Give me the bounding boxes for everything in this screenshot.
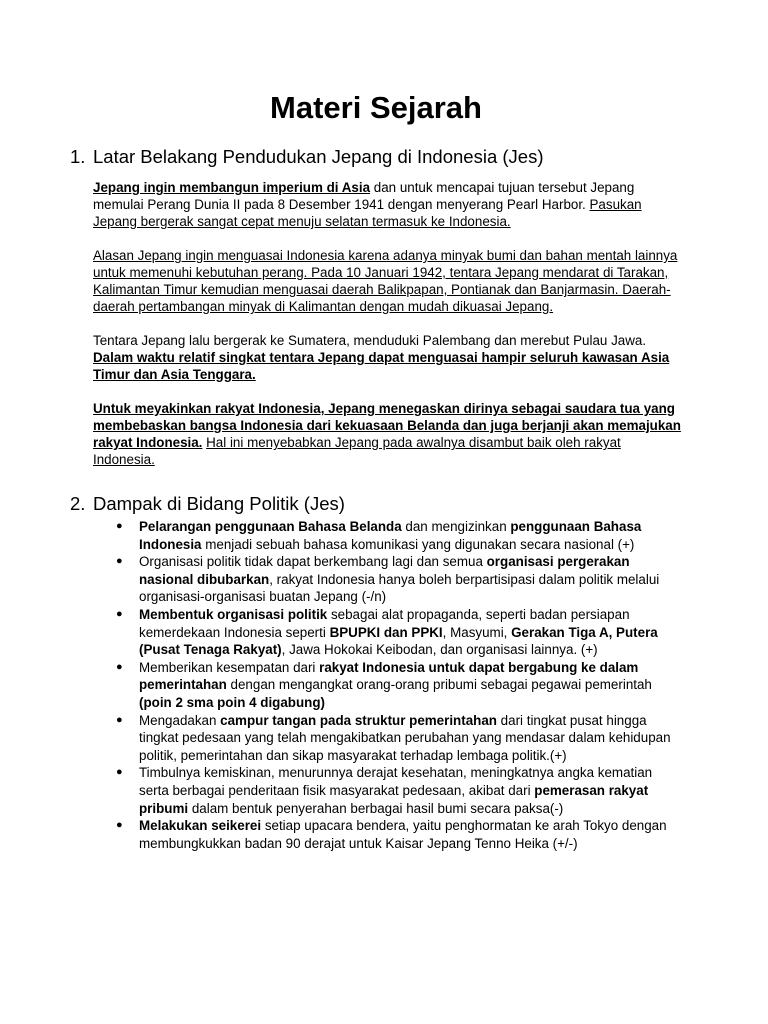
text-run: BPUPKI dan PPKI	[329, 624, 443, 640]
bullet-item-text	[139, 554, 659, 604]
text-run: dengan mengangkat orang-orang pribumi sebagai pegawai pemerintah	[226, 677, 652, 693]
text-run: Gerakan Tiga A, Putera (Pusat Tenaga Rakyat)	[139, 624, 658, 658]
text-run: organisasi pergerakan nasional dibubarkan	[139, 554, 630, 587]
text-run: Alasan Jepang ingin menguasai Indonesia karena adanya minyak bumi dan bahan mentah lainnya untuk memenuhi kebutuhan perang. Pada 10 Januari 1942, tentara Jepang mendarat di Tarakan, Kalimantan Timur kemudian menguasai daerah Balikpapan, Pontianak dan Banjarmasin. Daerah-daerah pertambangan minyak di Kalimantan dengan mudah dikuasai Jepang.	[93, 248, 678, 314]
text-run: Hal ini menyebabkan Jepang pada awalnya disambut baik oleh rakyat Indonesia.	[93, 435, 621, 467]
text-run: dari tingkat pusat hingga tingkat pedesaan yang telah mengakibatkan perubahan yang mendasar dalam kehidupan politik, pemerintahan dan sikap masyarakat terhadap lembaga politik.(+)	[139, 712, 671, 763]
text-run: Untuk meyakinkan rakyat Indonesia, Jepang menegaskan dirinya sebagai saudara tua yang membebaskan bangsa Indonesia dari kekuasaan Belanda dan juga berjanji akan memajukan rakyat Indonesia.	[93, 401, 681, 450]
text-run: (poin 2 sma poin 4 digabung)	[139, 694, 325, 710]
section-2-heading-text: Dampak di Bidang Politik (Jes)	[93, 493, 345, 514]
text-run: setiap upacara bendera, yaitu penghormatan ke arah Tokyo dengan membungkukkan badan 90 derajat untuk Kaisar Jepang Tenno Heika (+/-)	[139, 818, 667, 851]
text-run: Tentara Jepang lalu bergerak ke Sumatera, menduduki Palembang dan merebut Pulau Jawa.	[93, 333, 647, 348]
text-run: Dalam waktu relatif singkat tentara Jepang dapat menguasai hampir seluruh kawasan Asia Timur dan Asia Tenggara.	[93, 350, 670, 382]
bullet-item	[70, 712, 682, 765]
text-run: , rakyat Indonesia hanya boleh berpartisipasi dalam politik melalui organisasi-organisasi buatan Jepang (-/n)	[139, 571, 660, 605]
bullet-item-text	[139, 818, 667, 851]
bullet-icon: ●	[116, 555, 123, 568]
bullet-icon: ●	[116, 819, 123, 832]
section-1-paragraph	[93, 400, 682, 468]
section-2-bullet-list	[70, 518, 682, 852]
section-1-paragraph	[93, 332, 682, 383]
bullet-icon: ●	[116, 766, 123, 779]
bullet-item-text	[139, 607, 658, 657]
bullet-item-text	[139, 519, 641, 552]
text-run: campur tangan pada struktur pemerintahan	[220, 712, 497, 728]
bullet-icon: ●	[116, 713, 123, 726]
text-run: Memberikan kesempatan dari	[139, 659, 320, 675]
bullet-item	[70, 518, 682, 553]
text-run: Timbulnya kemiskinan, menurunnya derajat kesehatan, meningkatnya angka kematian serta berbagai penderitaan fisik masyarakat pedesaan, akibat dari	[139, 765, 653, 798]
text-run: dan mengizinkan	[401, 519, 511, 534]
bullet-item-text	[139, 660, 652, 710]
text-run: Pasukan Jepang bergerak sangat cepat menuju selatan termasuk ke Indonesia.	[93, 197, 642, 229]
text-run: sebagai alat propaganda, seperti badan persiapan kemerdekaan Indonesia seperti	[139, 606, 630, 640]
section-2-number: 2.	[70, 493, 86, 514]
text-run: penggunaan Bahasa Indonesia	[139, 519, 642, 552]
bullet-item-text	[139, 765, 652, 815]
section-2-heading	[70, 492, 682, 516]
text-run: menjadi sebuah bahasa komunikasi yang digunakan secara nasional (+)	[201, 536, 635, 552]
bullet-icon: ●	[116, 660, 123, 673]
section-1-heading	[70, 145, 682, 169]
section-1-heading-text: Latar Belakang Pendudukan Jepang di Indonesia (Jes)	[93, 146, 544, 167]
text-run: Melakukan seikerei	[139, 818, 262, 834]
text-run: pemerasan rakyat pribumi	[139, 782, 649, 816]
bullet-item-text	[139, 713, 671, 763]
section-1-paragraph	[93, 179, 682, 230]
bullet-icon: ●	[116, 520, 123, 532]
bullet-item	[70, 553, 682, 606]
bullet-item	[70, 659, 682, 712]
text-run: Jepang ingin membangun imperium di Asia	[93, 180, 371, 195]
document-title: Materi Sejarah	[270, 90, 482, 125]
text-run: Pelarangan penggunaan Bahasa Belanda	[139, 519, 402, 534]
section-1-number: 1.	[70, 146, 86, 167]
bullet-icon: ●	[116, 607, 123, 620]
text-run: Mengadakan	[139, 712, 221, 728]
text-run: Organisasi politik tidak dapat berkembang lagi dan semua	[139, 554, 487, 570]
text-run: rakyat Indonesia untuk dapat bergabung ke dalam pemerintahan	[139, 659, 639, 693]
section-1-paragraph	[93, 247, 682, 315]
bullet-item	[70, 764, 682, 817]
text-run: , Masyumi,	[442, 624, 512, 640]
text-run: dalam bentuk penyerahan berbagai hasil bumi secara paksa(-)	[188, 800, 564, 816]
text-run: dan untuk mencapai tujuan tersebut Jepang memulai Perang Dunia II pada 8 Desember 1941 dengan menyerang Pearl Harbor.	[93, 180, 635, 212]
text-run: Membentuk organisasi politik	[139, 606, 328, 622]
text-run: , Jawa Hokokai Keibodan, dan organisasi lainnya. (+)	[281, 642, 598, 658]
bullet-item	[70, 817, 682, 852]
bullet-item	[70, 606, 682, 659]
